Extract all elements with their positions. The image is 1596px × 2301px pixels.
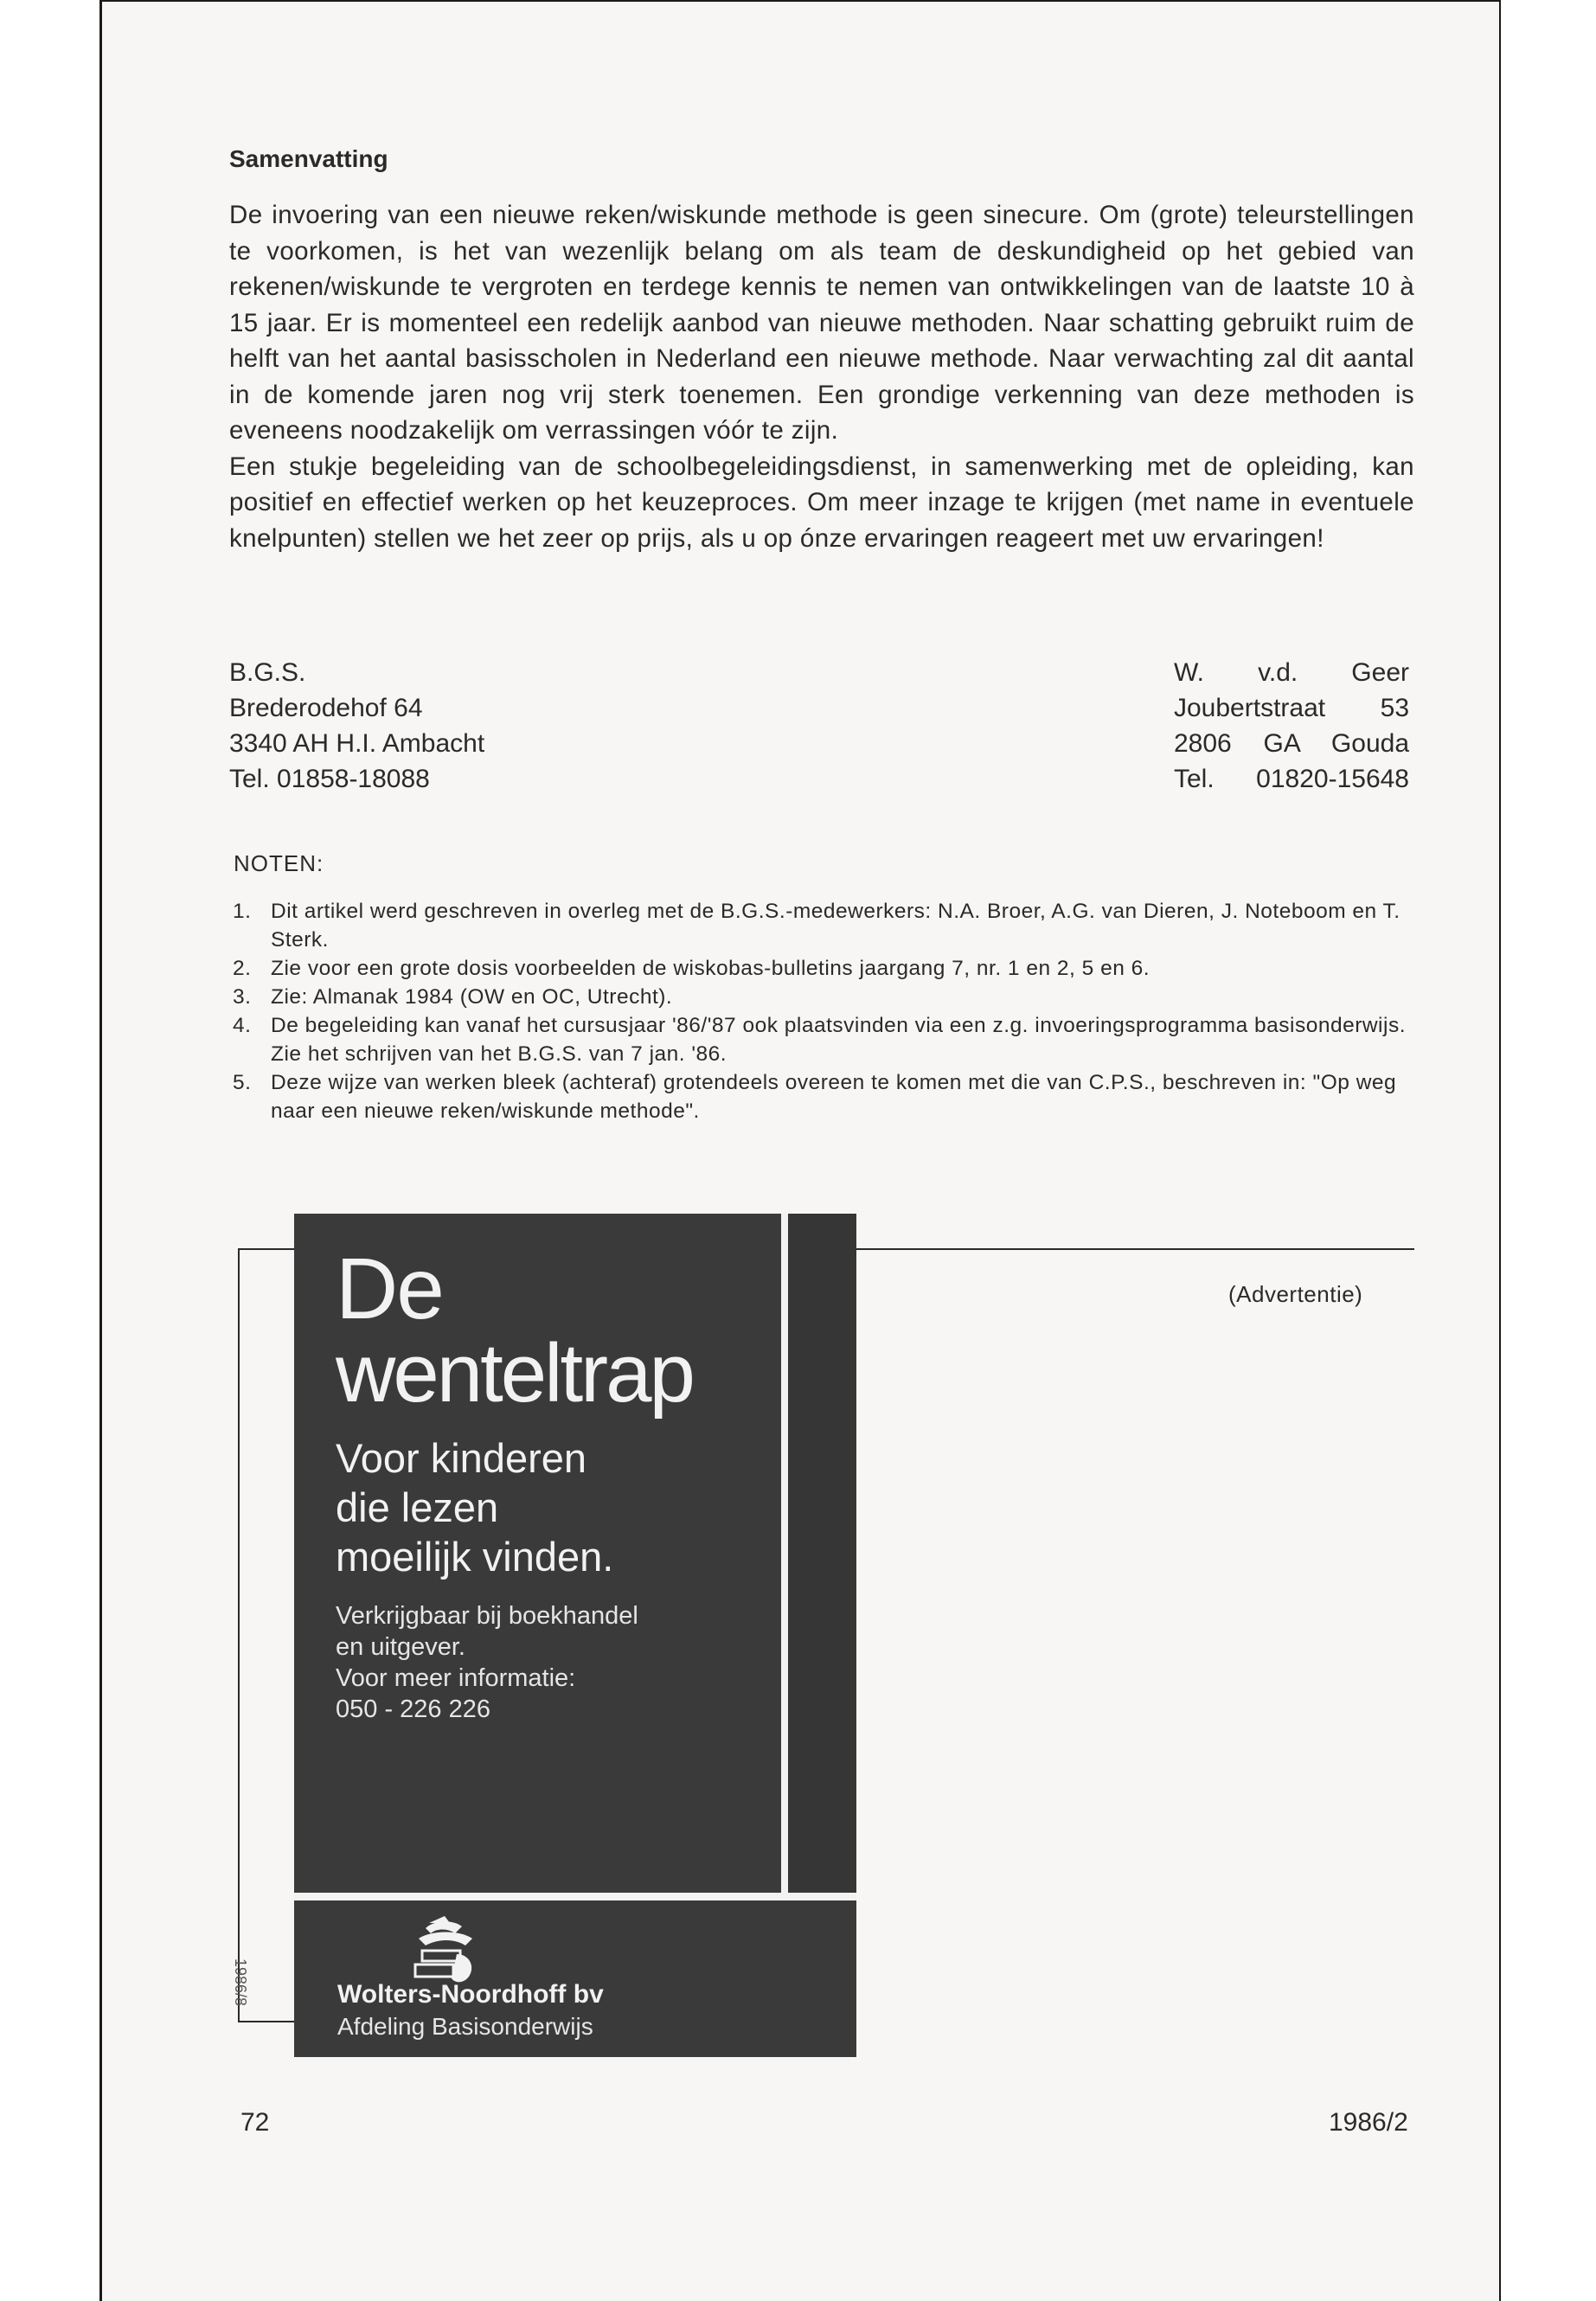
ad-subtitle-line: moeilijk vinden. <box>336 1534 614 1580</box>
note-number: 2. <box>233 957 252 980</box>
note-text: Deze wijze van werken bleek (achteraf) grotendeels overeen te komen met die van C.P.S., beschreven in: "Op weg naar een nieuwe reken/wiskunde methode". <box>271 1071 1397 1123</box>
wenteltrap-advertisement <box>294 1214 856 2057</box>
ad-publisher: Wolters-Noordhoff bv <box>337 1980 604 2009</box>
note-number: 4. <box>233 1014 252 1037</box>
summary-heading: Samenvatting <box>229 145 388 172</box>
note-number: 1. <box>233 900 252 923</box>
note-number: 3. <box>233 985 252 1009</box>
notes-list <box>229 897 1419 1125</box>
ad-title-line-2: wenteltrap <box>336 1327 693 1420</box>
summary-paragraph: Een stukje begeleiding van de schoolbegeleidingsdienst, in samenwerking met de opleiding, kan positief en effectief werken op het keuzeproces. Om meer inzage te krijgen (met name in eventuele knelpunten) stellen we het zeer op prijs, als u op ónze ervaringen reageert met uw ervaringen! <box>229 452 1414 553</box>
ad-vertical-rule <box>781 1214 788 1893</box>
note-item <box>229 1011 1419 1068</box>
frame-bottom-rule <box>238 2021 294 2022</box>
address-bgs <box>229 655 484 797</box>
address-phone: Tel. 01858-18088 <box>229 765 430 793</box>
address-phone: Tel. 01820-15648 <box>1174 765 1409 793</box>
address-name: B.G.S. <box>229 658 306 687</box>
note-item <box>229 954 1419 983</box>
note-text: De begeleiding kan vanaf het cursusjaar '86/'87 ook plaatsvinden via een z.g. invoeringsprogramma basisonderwijs. Zie het schrijven van het B.G.S. van 7 jan. '86. <box>271 1014 1407 1066</box>
ad-title-line-1: De <box>336 1240 443 1337</box>
ad-info <box>336 1600 638 1725</box>
address-name: W. v.d. Geer <box>1174 658 1409 687</box>
frame-top-right-rule <box>856 1248 1414 1250</box>
note-item <box>229 983 1419 1011</box>
address-geer <box>1174 655 1409 797</box>
summary-body <box>229 197 1414 556</box>
note-text: Zie voor een grote dosis voorbeelden de wiskobas-bulletins jaargang 7, nr. 1 en 2, 5 en 6. <box>271 957 1151 980</box>
ad-info-line: 050 - 226 226 <box>336 1695 490 1723</box>
ad-division: Afdeling Basisonderwijs <box>337 2013 593 2040</box>
address-city: 2806 GA Gouda <box>1174 729 1409 758</box>
ad-subtitle-line: Voor kinderen <box>336 1435 587 1481</box>
ad-footer-panel <box>294 1900 856 2057</box>
notes-heading: NOTEN: <box>234 850 324 876</box>
ad-side-panel <box>788 1214 856 1893</box>
note-number: 5. <box>233 1071 252 1094</box>
ad-main-panel <box>294 1214 781 1893</box>
note-item <box>229 897 1419 954</box>
ad-info-line: Voor meer informatie: <box>336 1664 576 1692</box>
ad-subtitle <box>336 1433 613 1581</box>
advertisement-code: 1986/8 <box>232 1958 249 2007</box>
advertisement-label: (Advertentie) <box>1228 1281 1363 1307</box>
note-item <box>229 1068 1419 1125</box>
ad-info-line: en uitgever. <box>336 1633 465 1661</box>
ad-subtitle-line: die lezen <box>336 1484 499 1530</box>
frame-left-rule <box>238 1248 240 2022</box>
frame-top-left-rule <box>238 1248 294 1250</box>
page-number: 72 <box>240 2108 270 2137</box>
note-text: Dit artikel werd geschreven in overleg met de B.G.S.-medewerkers: N.A. Broer, A.G. van Dieren, J. Noteboom en T. Sterk. <box>271 900 1401 952</box>
ad-info-line: Verkrijgbaar bij boekhandel <box>336 1602 638 1630</box>
address-street: Joubertstraat 53 <box>1174 694 1409 722</box>
summary-paragraph: De invoering van een nieuwe reken/wiskunde methode is geen sinecure. Om (grote) teleurstellingen te voorkomen, is het van wezenlijk belang om als team de deskundigheid op het gebied van rekenen/wiskunde te vergroten en terdege kennis te nemen van ontwikkelingen van de laatste 10 à 15 jaar. Er is momenteel een redelijk aanbod van nieuwe methoden. Naar schatting gebruikt ruim de helft van het aantal basisscholen in Nederland een nieuwe methode. Naar verwachting zal dit aantal in de komende jaren nog vrij sterk toenemen. Een grondige verkenning van deze methoden is eveneens noodzakelijk om verrassingen vóór te zijn. <box>229 201 1414 445</box>
issue-number: 1986/2 <box>1329 2108 1408 2137</box>
address-city: 3340 AH H.I. Ambacht <box>229 729 485 758</box>
address-street: Brederodehof 64 <box>229 694 423 722</box>
ad-horizontal-rule <box>294 1893 856 1900</box>
note-text: Zie: Almanak 1984 (OW en OC, Utrecht). <box>271 985 673 1009</box>
